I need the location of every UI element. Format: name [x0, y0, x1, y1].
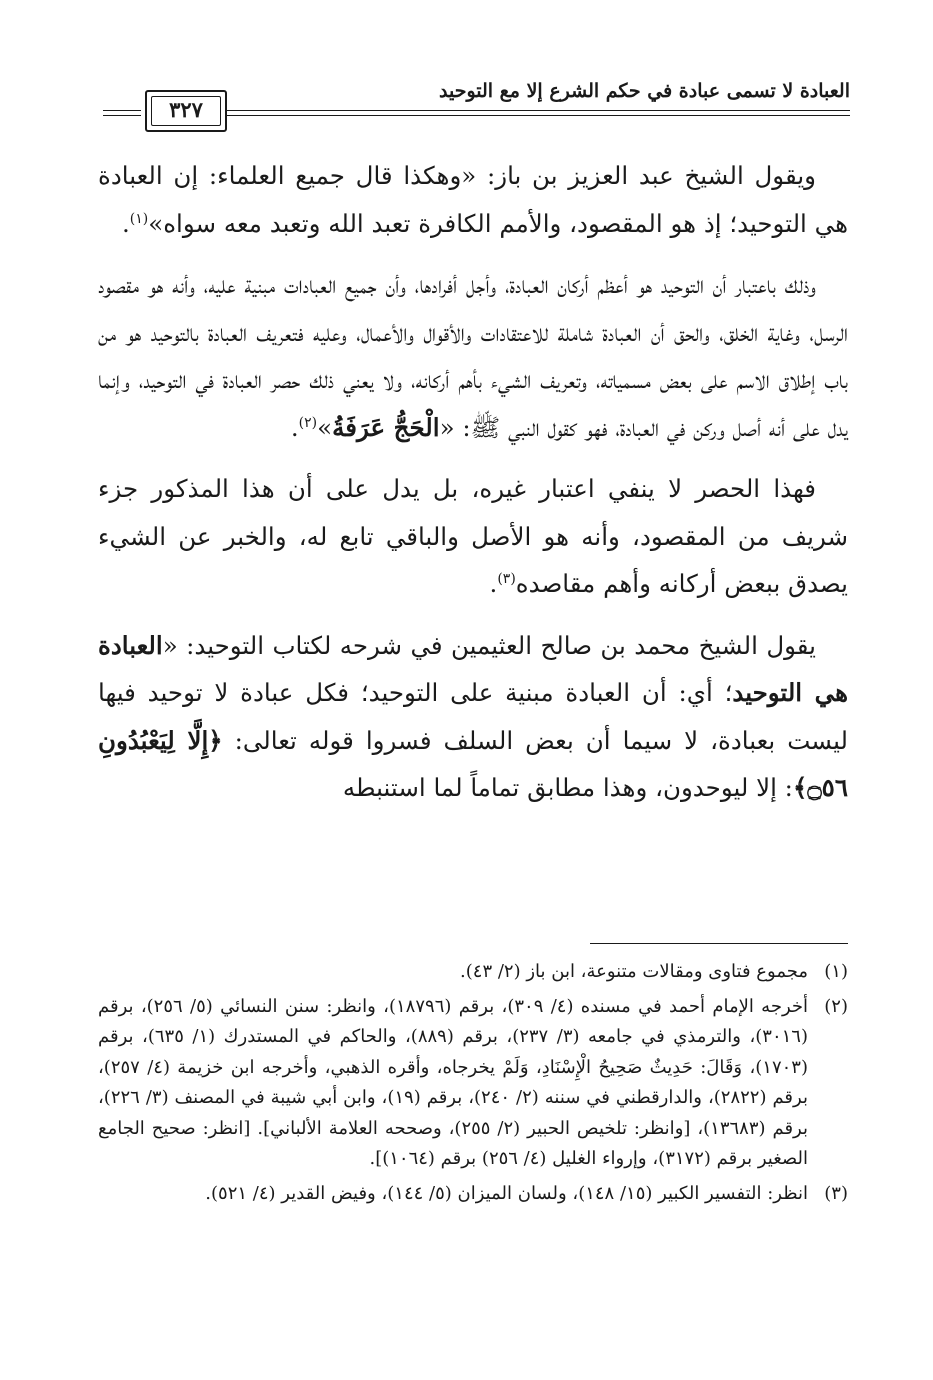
header-rule-left: [103, 110, 141, 116]
paragraph-tail: .: [290, 412, 299, 442]
footnote-ref: (٣): [497, 570, 516, 587]
paragraph-text: ؛ أي: أن العبادة مبنية على التوحيد؛ فكل عبادة لا توحيد فيها ليست بعبادة، لا سيما أن بعض السلف فسروا قوله تعالى:: [98, 678, 848, 755]
paragraph-bin-baz-quote: [98, 152, 848, 247]
footnote-number: (١): [824, 961, 848, 982]
paragraph-lead: يقول الشيخ محمد بن صالح العثيمين في شرحه لكتاب التوحيد:: [186, 630, 816, 660]
footnote-item: [98, 957, 848, 988]
quote-close: »: [317, 412, 333, 442]
footnote-text: انظر: التفسير الكبير (١٥/ ١٤٨)، ولسان الميزان (٥/ ١٤٤)، وفيض القدير (٤/ ٥٢١).: [205, 1182, 808, 1204]
paragraph-tawhid-pillar: [98, 261, 848, 451]
footnote-item: [98, 992, 848, 1175]
bold-phrase: العبادة هي التوحيد: [98, 630, 848, 707]
running-title: العبادة لا تسمى عبادة في حكم الشرع إلا مع التوحيد: [439, 80, 850, 102]
quote-open: «: [162, 630, 178, 660]
paragraph-text: ويقول الشيخ عبد العزيز بن باز: «وهكذا قال جميع العلماء: إن العبادة هي التوحيد؛ إذ هو المقصود، والأمم الكافرة تعبد الله وتعبد معه سواه»: [98, 161, 848, 238]
page-number-frame: [145, 90, 227, 132]
page-number: ٣٢٧: [169, 97, 203, 122]
footnote-ref: (١): [129, 210, 149, 227]
paragraph-tail: .: [121, 208, 130, 238]
hadith-text: الْحَجُّ عَرَفَةُ: [332, 412, 440, 442]
footnote-separator: [590, 943, 848, 944]
page-header: [95, 72, 850, 142]
footnote-number: (٣): [824, 1182, 848, 1204]
paragraph-uthaymin: [98, 622, 848, 812]
paragraph-tail: .: [489, 569, 498, 598]
paragraph-restriction: [98, 465, 848, 608]
footnotes: [98, 957, 848, 1213]
footnote-ref: (٢): [298, 414, 318, 431]
paragraph-text: فهذا الحصر لا ينفي اعتبار غيره، بل يدل على أن هذا المذكور جزء شريف من المقصود، وأنه هو الأصل والباقي تابع له، والخبر عن الشيء يصدق ببعض أركانه وأهم مقاصده: [98, 474, 848, 598]
footnote-number: (٢): [824, 995, 848, 1017]
main-text: [98, 152, 848, 826]
footnote-text: أخرجه الإمام أحمد في مسنده (٤/ ٣٠٩)، برقم (١٨٧٩٦)، وانظر: سنن النسائي (٥/ ٢٥٦)، برقم (٣٠١٦)، والترمذي في جامعه (٣/ ٢٣٧)، برقم (٨٨٩)، والحاكم في المستدرك (١/ ٦٣٥)، برقم (١٧٠٣)، وَقَالَ: حَدِيثٌ صَحِيحُ الْإِسْنَادِ، وَلَمْ يخرجاه، وأقره الذهبي، وأخرجه ابن خزيمة (٤/ ٢٥٧)، برقم (٢٨٢٢)، والدارقطني في سننه (٢/ ٢٤٠)، برقم (١٩)، وابن أبي شيبة في المصنف (٣/ ٢٢٦)، برقم (١٣٦٨٣)، [وانظر: تلخيص الحبير (٢/ ٢٥٥)، وصححه العلامة الألباني]. [انظر: صحيح الجامع الصغير برقم (٣١٧٢)، وإرواء الغليل (٤/ ٢٥٦) برقم (١٠٦٤)].: [98, 995, 809, 1169]
footnote-item: [98, 1179, 848, 1210]
paragraph-tail: : إلا ليوحدون، وهذا مطابق تماماً لما استنبطه: [342, 773, 793, 802]
header-rule: [227, 110, 850, 116]
footnote-text: مجموع فتاوى ومقالات متنوعة، ابن باز (٢/ ٤٣).: [460, 961, 808, 982]
quran-verse: ﴿إِلَّا لِيَعْبُدُونِ ۝٥٦﴾: [98, 725, 848, 802]
paragraph-text: وذلك باعتبار أن التوحيد هو أعظم أركان العبادة، وأجل أفرادها، وأن جميع العبادات مبنية عليه، وأنه هو مقصود الرسل، وغاية الخلق، والحق أن العبادة شاملة للاعتقادات والأقوال والأعمال، وعليه فتعريف العبادة بالتوحيد هو من باب إطلاق الاسم على بعض مسمياته، وتعريف الشيء بأهم أركانه، ولا يعني ذلك حصر العبادة في التوحيد، وإنما يدل على أنه أصل وركن في العبادة، فهو كقول النبي ﷺ: «: [98, 270, 848, 442]
